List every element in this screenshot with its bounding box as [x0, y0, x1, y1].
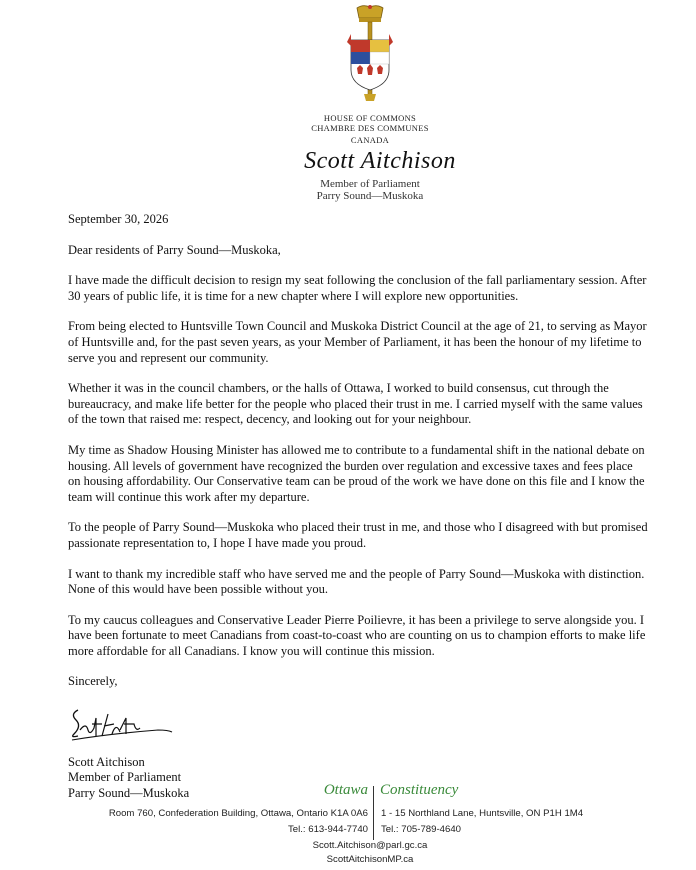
paragraph: My time as Shadow Housing Minister has allowed me to contribute to a fundamental shift in the national debate on housing. All levels of government have recognized the burden over regulation and excessive taxes and fees place on housing affordability. Our Conservative team can be proud of the work we have done on this file and I know the team will continue this work after my departure. — [68, 442, 645, 504]
paragraph: From being elected to Huntsville Town Council and Muskoka District Council at the age of 21, to serving as Mayor of Huntsville and, for the past seven years, as your Member of Parliament, it has been the honour of my lifetime to serve you and represent our community. — [68, 319, 647, 365]
letter-date: September 30, 2026 — [68, 212, 169, 226]
constituency-office-label: Constituency — [380, 782, 459, 798]
website-link[interactable]: ScottAitchisonMP.ca — [326, 854, 414, 865]
member-riding: Parry Sound—Muskoka — [316, 190, 424, 202]
paragraph: To the people of Parry Sound—Muskoka who placed their trust in me, and those who I disagreed with but promised passionate representation to, I hope I have made you proud. — [68, 520, 648, 550]
signature-role: Member of Parliament — [68, 770, 182, 785]
ottawa-phone: Tel.: 613-944-7740 — [287, 824, 368, 835]
paragraph: I want to thank my incredible staff who have served me and the people of Parry Sound—Muskoka with distinction. None of this would have been possible without you. — [68, 566, 645, 597]
letterhead — [0, 0, 696, 205]
paragraph: Whether it was in the council chambers, or the halls of Ottawa, I worked to build consensus, cut through the bureaucracy, and make life better for the people who placed their trust in me. I carried myself with the same values of the town that raised me: respect, decency, and looking out for your neighbour. — [68, 381, 643, 427]
paragraph: To my caucus colleagues and Conservative Leader Pierre Poilievre, it has been a privilege to serve alongside you. I have been fortunate to meet Canadians from coast-to-coast who are counting on us to champion efforts to make life more affordable for all Canadians. I know you will continue this mission. — [68, 612, 646, 658]
signature-riding: Parry Sound—Muskoka — [68, 785, 190, 800]
email-link[interactable]: Scott.Aitchison@parl.gc.ca — [312, 840, 428, 851]
letter-body — [68, 212, 648, 801]
house-name-en: HOUSE OF COMMONS — [323, 113, 417, 123]
ottawa-office-label: Ottawa — [323, 782, 368, 798]
member-role: Member of Parliament — [320, 178, 420, 190]
constituency-phone: Tel.: 705-789-4640 — [381, 824, 462, 835]
house-of-commons-crest-icon — [343, 4, 397, 104]
closing: Sincerely, — [68, 674, 118, 689]
house-name-fr: CHAMBRE DES COMMUNES — [311, 123, 429, 133]
salutation: Dear residents of Parry Sound—Muskoka, — [68, 242, 281, 257]
member-name-heading: Scott Aitchison — [304, 148, 456, 174]
handwritten-signature-icon — [68, 700, 178, 748]
country-name: CANADA — [350, 135, 390, 145]
constituency-address: 1 - 15 Northland Lane, Huntsville, ON P1H 1M4 — [381, 808, 584, 819]
paragraph: I have made the difficult decision to resign my seat following the conclusion of the fall parliamentary session. After 30 years of public life, it is time for a new chapter where I will explore new opportunities. — [68, 273, 647, 303]
signature-name: Scott Aitchison — [68, 754, 145, 769]
ottawa-address: Room 760, Confederation Building, Ottawa, Ontario K1A 0A6 — [108, 808, 368, 819]
footer-divider — [373, 786, 374, 840]
